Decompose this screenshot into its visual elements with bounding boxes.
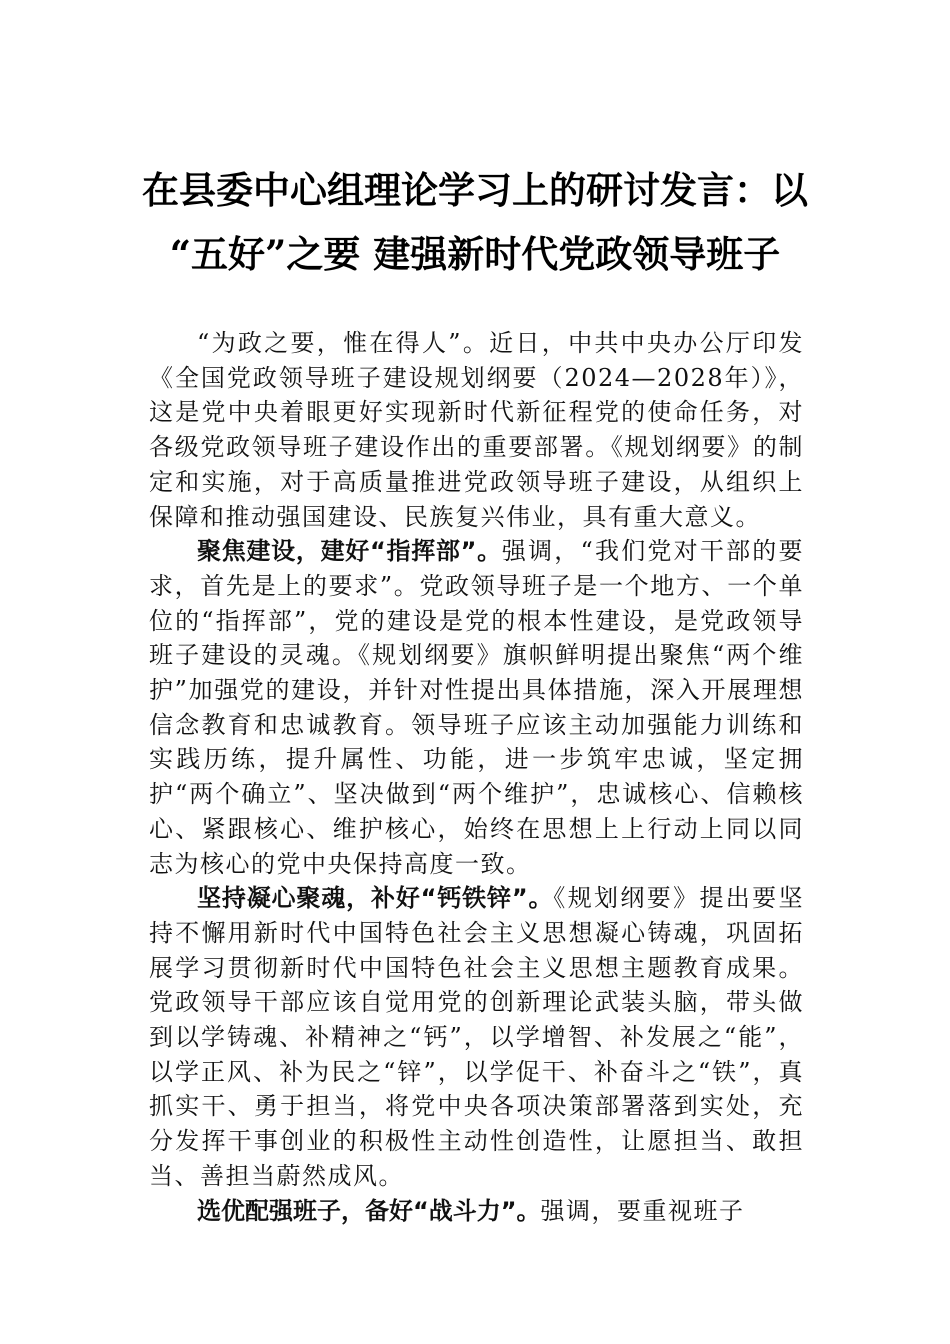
paragraph-section-2: [149, 881, 804, 1193]
document-title: [140, 158, 810, 286]
paragraph-text: 强调，要重视班子: [540, 1196, 745, 1225]
paragraph-section-3: [149, 1194, 804, 1229]
paragraph-intro: [149, 326, 804, 534]
paragraph-lead: 坚持凝心聚魂，补好“钙铁锌”。: [197, 884, 554, 913]
title-line-1: 在县委中心组理论学习上的研讨发言：以: [142, 168, 808, 212]
paragraph-text: “为政之要，惟在得人”。近日，中共中央办公厅印发《全国党政领导班子建设规划纲要（2024—2028年）》，这是党中央着眼更好实现新时代新征程党的使命任务，对各级党政领导班子建设作出的重要部署。《规划纲要》的制定和实施，对于高质量推进党政领导班子建设，从组织上保障和推动强国建设、民族复兴伟业，具有重大意义。: [149, 329, 804, 531]
paragraph-text: 《规划纲要》提出要坚持不懈用新时代中国特色社会主义思想凝心铸魂，巩固拓展学习贯彻新时代中国特色社会主义思想主题教育成果。党政领导干部应该自觉用党的创新理论武装头脑，带头做到以学铸魂、补精神之“钙”，以学增智、补发展之“能”，以学正风、补为民之“锌”，以学促干、补奋斗之“铁”，真抓实干、勇于担当，将党中央各项决策部署落到实处，充分发挥干事创业的积极性主动性创造性，让愿担当、敢担当、善担当蔚然成风。: [149, 884, 805, 1190]
paragraph-lead: 选优配强班子，备好“战斗力”。: [197, 1196, 541, 1225]
paragraph-text: 强调，“我们党对干部的要求，首先是上的要求”。党政领导班子是一个地方、一个单位的“指挥部”，党的建设是党的根本性建设，是党政领导班子建设的灵魂。《规划纲要》旗帜鲜明提出聚焦“两个维护”加强党的建设，并针对性提出具体措施，深入开展理想信念教育和忠诚教育。领导班子应该主动加强能力训练和实践历练，提升属性、功能，进一步筑牢忠诚，坚定拥护“两个确立”、坚决做到“两个维护”，忠诚核心、信赖核心、紧跟核心、维护核心，始终在思想上上行动上同以同志为核心的党中央保持高度一致。: [149, 537, 804, 878]
paragraph-section-1: [149, 534, 804, 881]
title-line-2: “五好”之要 建强新时代党政领导班子: [169, 232, 781, 276]
paragraph-lead: 聚焦建设，建好“指挥部”。: [197, 537, 502, 566]
document-body: [149, 326, 804, 1228]
